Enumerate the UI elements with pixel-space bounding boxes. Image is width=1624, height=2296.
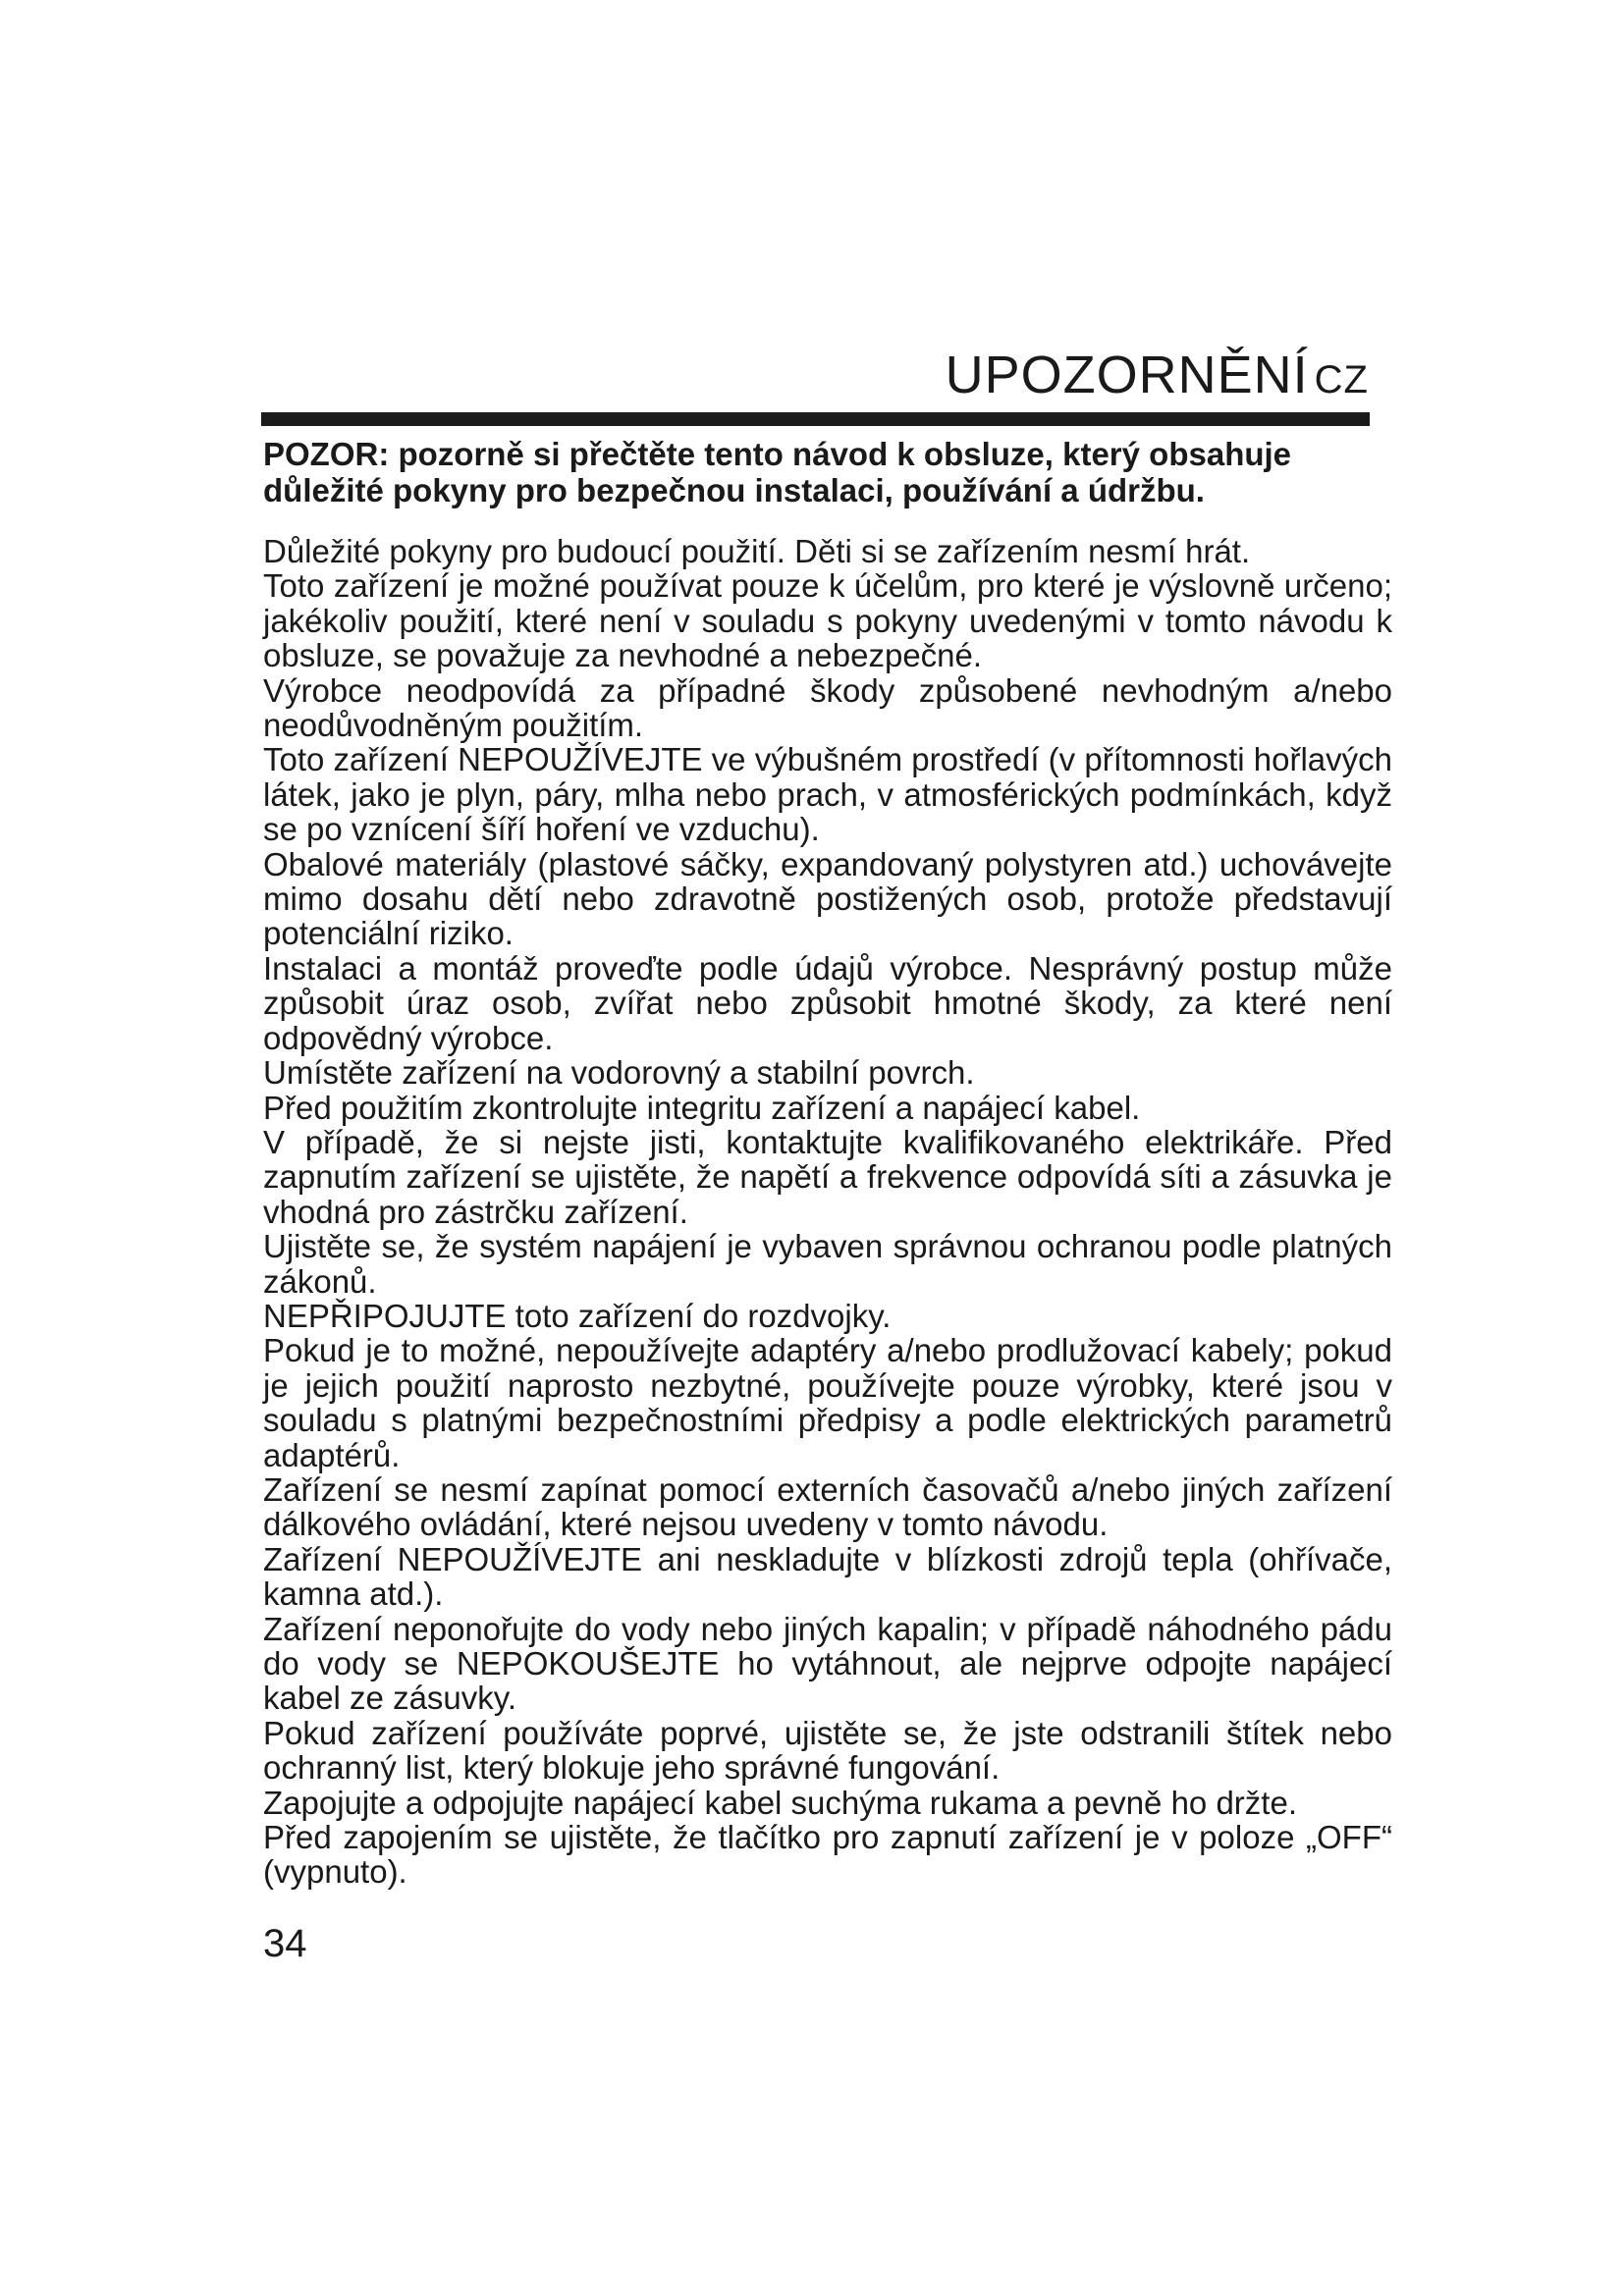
paragraph: Ujistěte se, že systém napájení je vybaven správnou ochranou podle platných zákonů. — [263, 1228, 1392, 1300]
paragraph: Zařízení neponořujte do vody nebo jiných kapalin; v případě náhodného pádu do vody se NEPOKOUŠEJTE ho vytáhnout, ale nejprve odpojte napájecí kabel ze zásuvky. — [263, 1610, 1392, 1717]
warning-intro: POZOR: pozorně si přečtěte tento návod k obsluze, který obsahuje důležité pokyny pro bezpečnou instalaci, používání a údržbu. — [263, 436, 1292, 508]
paragraph: Pokud je to možné, nepoužívejte adaptéry a/nebo prodlužovací kabely; pokud je jejich použití naprosto nezbytné, používejte pouze výrobky, které jsou v souladu s platnými bezpečnostními předpisy a podle elektrických parametrů adaptérů. — [263, 1332, 1392, 1473]
paragraph: Instalaci a montáž proveďte podle údajů výrobce. Nesprávný postup může způsobit úraz osob, zvířat nebo způsobit hmotné škody, za které není odpovědný výrobce. — [263, 949, 1392, 1056]
page-number: 34 — [263, 1922, 307, 1965]
paragraph: NEPŘIPOJUJTE toto zařízení do rozdvojky. — [263, 1297, 892, 1334]
paragraph: Výrobce neodpovídá za případné škody způsobené nevhodným a/nebo neodůvodněným použitím. — [263, 671, 1392, 744]
paragraph: Před použitím zkontrolujte integritu zařízení a napájecí kabel. — [263, 1089, 1141, 1126]
language-code: CZ — [1314, 358, 1369, 401]
paragraph: Před zapojením se ujistěte, že tlačítko pro zapnutí zařízení je v poloze „OFF“ (vypnuto). — [263, 1819, 1392, 1891]
paragraph: Zařízení NEPOUŽÍVEJTE ani neskladujte v blízkosti zdrojů tepla (ohřívače, kamna atd.). — [263, 1540, 1392, 1613]
paragraph: Toto zařízení je možné používat pouze k účelům, pro které je výslovně určeno; jakékoliv použití, které není v souladu s pokyny uvedenými v tomto návodu k obsluze, se považuje za nevhodné a nebezpečné. — [263, 567, 1392, 674]
paragraph: Toto zařízení NEPOUŽÍVEJTE ve výbušném prostředí (v přítomnosti hořlavých látek, jako je plyn, páry, mlha nebo prach, v atmosférických podmínkách, když se po vznícení šíří hoření ve vzduchu). — [263, 741, 1392, 848]
title-text: UPOZORNĚNÍ — [945, 346, 1309, 404]
paragraph: V případě, že si nejste jisti, kontaktujte kvalifikovaného elektrikáře. Před zapnutím zařízení se ujistěte, že napětí a frekvence odpovídá síti a zásuvka je vhodná pro zástrčku zařízení. — [263, 1123, 1392, 1230]
paragraph: Pokud zařízení používáte poprvé, ujistěte se, že jste odstranili štítek nebo ochranný list, který blokuje jeho správné fungování. — [263, 1714, 1392, 1787]
paragraph: Umístěte zařízení na vodorovný a stabilní povrch. — [263, 1054, 975, 1092]
paragraph: Zařízení se nesmí zapínat pomocí externích časovačů a/nebo jiných zařízení dálkového ovládání, které nejsou uvedeny v tomto návodu. — [263, 1470, 1392, 1543]
paragraph: Obalové materiály (plastové sáčky, expandovaný polystyren atd.) uchovávejte mimo dosahu dětí nebo zdravotně postižených osob, protože představují potenciální riziko. — [263, 845, 1392, 952]
header-rule — [261, 412, 1370, 426]
page-title — [946, 346, 1369, 409]
paragraph: Zapojujte a odpojujte napájecí kabel suchýma rukama a pevně ho držte. — [263, 1784, 1297, 1821]
paragraph: Důležité pokyny pro budoucí použití. Děti si se zařízením nesmí hrát. — [263, 533, 1251, 569]
page-header — [261, 346, 1369, 409]
instructions-body — [263, 534, 1392, 1890]
